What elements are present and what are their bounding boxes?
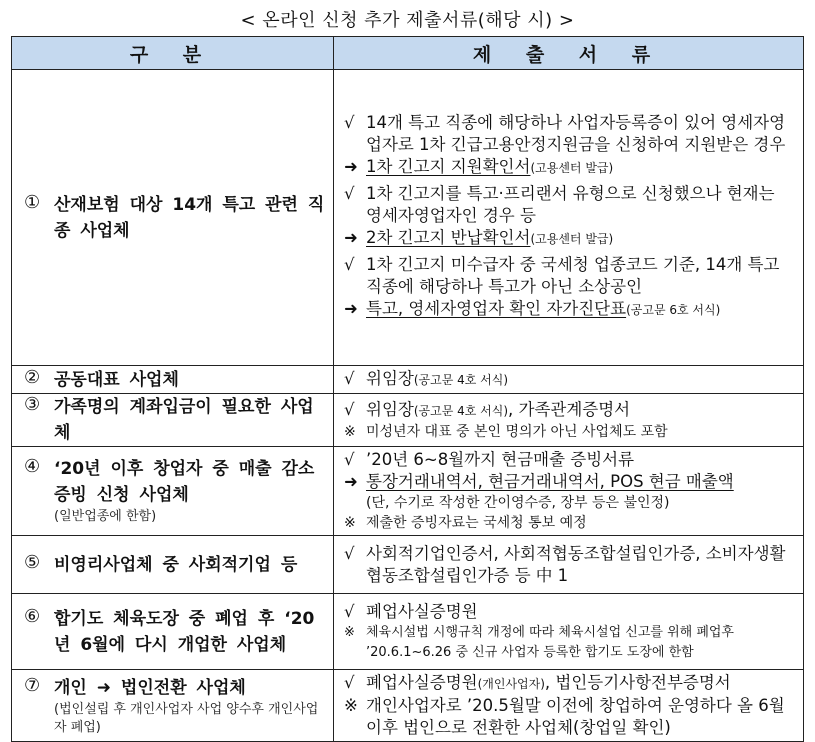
documents-cell <box>334 536 804 594</box>
category-cell <box>12 447 334 536</box>
category-cell <box>12 670 334 742</box>
required-document: 2차 긴고지 반납확인서 <box>366 228 531 247</box>
document-group <box>344 254 795 321</box>
required-document: 폐업사실증명원 <box>366 673 478 692</box>
row-number: ② <box>24 366 41 388</box>
table-row <box>12 394 804 447</box>
note-text: 제출한 증빙자료는 국세청 통보 예정 <box>366 515 587 531</box>
check-mark: √ <box>344 543 355 563</box>
exception-text: (단, 수기로 작성한 간이영수증, 장부 등은 불인정) <box>366 495 670 511</box>
note-mark: ※ <box>344 696 358 715</box>
documents-cell <box>334 447 804 536</box>
document-group <box>344 112 795 179</box>
category-label: 가족명의 계좌입금이 필요한 사업체 <box>54 397 314 443</box>
page-title: < 온라인 신청 추가 제출서류(해당 시) > <box>240 10 575 31</box>
category-sublabel: (법인설립 후 개인사업자 사업 양수후 개인사업자 폐업) <box>54 701 319 735</box>
check-mark: √ <box>344 184 355 203</box>
arrow-icon: ➜ <box>344 472 358 491</box>
note-text: 체육시설법 시행규칙 개정에 따라 체육시설업 신고를 위해 폐업후 ’20.6.1~6.26 중 신규 사업자 등록한 합기도 도장에 한함 <box>366 624 734 660</box>
required-document: 폐업사실증명원 <box>366 601 478 621</box>
header-category: 구 분 <box>12 37 334 70</box>
required-document-extra: , 가족관계증명서 <box>508 399 631 419</box>
required-document-extra: , 법인등기사항전부증명서 <box>544 673 731 692</box>
document-note: (공고문 4호 서식) <box>413 403 509 418</box>
required-document: 위임장 <box>366 369 414 388</box>
category-label: 공동대표 사업체 <box>54 369 179 390</box>
condition-text: 14개 특고 직종에 해당하나 사업자등록증이 있어 영세자영업자로 1차 긴급고용안정지원금을 신청하여 지원받은 경우 <box>366 113 786 154</box>
documents-cell <box>334 594 804 670</box>
table-row <box>12 594 804 670</box>
table-row <box>12 70 804 366</box>
document-note: (고용센터 발급) <box>530 232 614 246</box>
category-cell <box>12 70 334 366</box>
arrow-icon: ➜ <box>344 228 358 247</box>
documents-cell <box>334 70 804 366</box>
table-row <box>12 366 804 394</box>
required-document: 1차 긴고지 지원확인서 <box>366 157 531 176</box>
required-document: 통장거래내역서, 현금거래내역서, POS 현금 매출액 <box>366 472 734 491</box>
required-document: 특고, 영세자영업자 확인 자가진단표 <box>366 299 627 318</box>
category-cell <box>12 366 334 394</box>
category-cell <box>12 536 334 594</box>
arrow-icon: ➜ <box>344 157 358 176</box>
check-mark: √ <box>344 673 355 692</box>
row-number: ⑦ <box>24 674 41 696</box>
note-text: 개인사업자로 ’20.5월말 이전에 창업하여 운영하다 올 6월 이후 법인으로 전환한 사업체(창업일 확인) <box>366 696 785 737</box>
check-mark: √ <box>344 601 355 621</box>
row-number: ⑤ <box>24 551 41 573</box>
row-number: ⑥ <box>24 605 41 627</box>
document-note: (고용센터 발급) <box>530 161 614 175</box>
required-document: 위임장 <box>366 399 414 419</box>
arrow-icon: ➜ <box>344 299 358 318</box>
documents-cell <box>334 366 804 394</box>
category-label: 산재보험 대상 14개 특고 관련 직종 사업체 <box>54 194 325 241</box>
check-mark: √ <box>344 113 355 132</box>
document-note: (공고문 4호 서식) <box>413 373 509 387</box>
category-label: 개인 ➜ 법인전환 사업체 <box>54 677 246 698</box>
documents-table <box>11 36 804 742</box>
header-documents: 제 출 서 류 <box>334 37 804 70</box>
table-row <box>12 670 804 742</box>
check-mark: √ <box>344 399 355 419</box>
note-mark: ※ <box>344 515 356 531</box>
documents-cell <box>334 394 804 447</box>
table-row <box>12 447 804 536</box>
document-note: (개인사업자) <box>477 677 545 691</box>
table-header-row <box>12 37 804 70</box>
category-label: 합기도 체육도장 중 폐업 후 ‘20년 6월에 다시 개업한 사업체 <box>54 608 315 655</box>
category-cell <box>12 594 334 670</box>
note-mark: ※ <box>344 423 356 440</box>
required-document: 사회적기업인증서, 사회적협동조합설립인가증, 소비자생활협동조합설립인가증 등 中 1 <box>366 543 786 585</box>
category-label: 비영리사업체 중 사회적기업 등 <box>54 554 298 575</box>
check-mark: √ <box>344 369 355 388</box>
check-mark: √ <box>344 255 355 274</box>
row-number: ④ <box>24 456 41 477</box>
row-number: ① <box>24 191 41 213</box>
document-note: (공고문 6호 서식) <box>626 303 721 317</box>
note-text: 미성년자 대표 중 본인 명의가 아닌 사업체도 포함 <box>366 423 668 440</box>
document-group <box>344 183 795 250</box>
check-mark: √ <box>344 450 355 469</box>
documents-cell <box>334 670 804 742</box>
row-number: ③ <box>24 394 41 415</box>
category-sublabel: (일반업종에 한함) <box>54 509 157 524</box>
condition-text: 1차 긴고지를 특고·프리랜서 유형으로 신청했으나 현재는 영세자영업자인 경우 등 <box>366 184 775 225</box>
note-mark: ※ <box>344 624 355 640</box>
condition-text: ’20년 6~8월까지 현금매출 증빙서류 <box>366 450 635 469</box>
condition-text: 1차 긴고지 미수급자 중 국세청 업종코드 기준, 14개 특고 직종에 해당하나 특고가 아닌 소상공인 <box>366 255 780 296</box>
category-label: ‘20년 이후 창업자 중 매출 감소 증빙 신청 사업체 <box>54 459 315 505</box>
category-cell <box>12 394 334 447</box>
table-row <box>12 536 804 594</box>
